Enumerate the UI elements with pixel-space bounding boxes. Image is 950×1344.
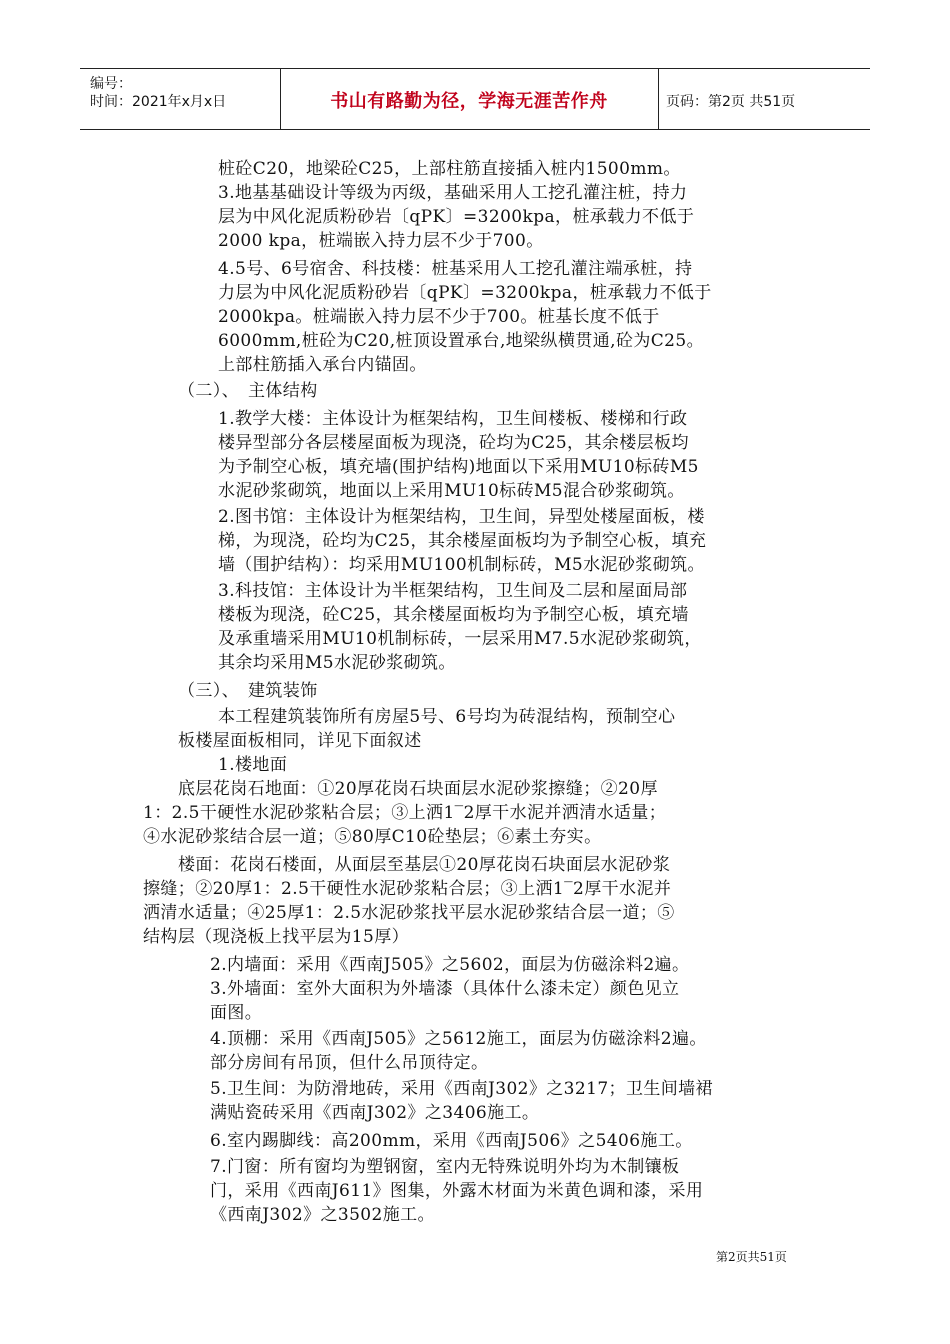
body-line: 1：2.5干硬性水泥砂浆粘合层；③上洒1‾2厚干水泥并洒清水适量； (143, 803, 667, 823)
header-page-cell (658, 69, 870, 129)
body-line: 门，采用《西南J611》图集，外露木材面为米黄色调和漆，采用 (210, 1181, 704, 1201)
body-line: 楼面：花岗石楼面，从面层至基层①20厚花岗石块面层水泥砂浆 (178, 855, 671, 875)
body-line: 《西南J302》之3502施工。 (210, 1205, 435, 1225)
body-line: 1.楼地面 (218, 755, 288, 775)
body-line: 6.室内踢脚线：高200mm，采用《西南J506》之5406施工。 (210, 1131, 693, 1151)
body-line: 为予制空心板，填充墙(围护结构)地面以下采用MU10标砖M5 (218, 457, 699, 477)
body-line: 擦缝；②20厚1：2.5干硬性水泥砂浆粘合层；③上洒1‾2厚干水泥并 (143, 879, 672, 899)
header-info-cell (80, 69, 281, 129)
body-line: 梯，为现浇，砼均为C25，其余楼屋面板均为予制空心板，填充 (218, 531, 707, 551)
body-line: 及承重墙采用MU10机制标砖，一层采用M7.5水泥砂浆砌筑， (218, 629, 702, 649)
header-motto: 书山有路勤为径，学海无涯苦作舟 (330, 91, 608, 112)
header-page-code: 页码：第2页 共51页 (666, 94, 796, 110)
body-line: 水泥砂浆砌筑，地面以上采用MU10标砖M5混合砂浆砌筑。 (218, 481, 685, 501)
body-line: 面图。 (210, 1003, 263, 1023)
section-heading: （二）、 主体结构 (178, 381, 318, 401)
body-line: 楼异型部分各层楼屋面板为现浇，砼均为C25，其余楼层板均 (218, 433, 689, 453)
body-line: 2.内墙面：采用《西南J505》之5602，面层为仿磁涂料2遍。 (210, 955, 690, 975)
body-line: 结构层（现浇板上找平层为15厚） (143, 927, 410, 947)
page-footer: 第2页共51页 (716, 1250, 787, 1264)
doc-time-label: 时间：2021年x月x日 (90, 94, 227, 110)
body-line: 上部柱筋插入承台内锚固。 (218, 355, 427, 375)
body-line: 7.门窗：所有窗均为塑钢窗，室内无特殊说明外均为木制镶板 (210, 1157, 680, 1177)
body-line: 4.顶棚：采用《西南J505》之5612施工，面层为仿磁涂料2遍。 (210, 1029, 707, 1049)
body-line: 底层花岗石地面：①20厚花岗石块面层水泥砂浆擦缝；②20厚 (178, 779, 658, 799)
doc-number-label: 编号： (90, 76, 132, 92)
body-line: 1.教学大楼：主体设计为框架结构，卫生间楼板、楼梯和行政 (218, 409, 688, 429)
section-heading: （三）、 建筑装饰 (178, 681, 318, 701)
body-line: 满贴瓷砖采用《西南J302》之3406施工。 (210, 1103, 540, 1123)
body-line: 4.5号、6号宿舍、科技楼：桩基采用人工挖孔灌注端承桩，持 (218, 259, 693, 279)
body-line: 部分房间有吊顶，但什么吊顶待定。 (210, 1053, 489, 1073)
body-line: 其余均采用M5水泥砂浆砌筑。 (218, 653, 456, 673)
body-line: 5.卫生间：为防滑地砖，采用《西南J302》之3217；卫生间墙裙 (210, 1079, 713, 1099)
body-line: 力层为中风化泥质粉砂岩〔qPK〕=3200kpa，桩承载力不低于 (218, 283, 712, 303)
body-line: 2.图书馆：主体设计为框架结构，卫生间，异型处楼屋面板，楼 (218, 507, 705, 527)
body-line: 6000mm,桩砼为C20,桩顶设置承台,地梁纵横贯通,砼为C25。 (218, 331, 704, 351)
body-line: 板楼屋面板相同，详见下面叙述 (178, 731, 422, 751)
page-header (80, 68, 870, 130)
body-line: 本工程建筑装饰所有房屋5号、6号均为砖混结构，预制空心 (218, 707, 676, 727)
body-line: 桩砼C20，地梁砼C25，上部柱筋直接插入桩内1500mm。 (218, 159, 681, 179)
body-line: 楼板为现浇，砼C25，其余楼屋面板均为予制空心板，填充墙 (218, 605, 689, 625)
header-motto-cell (280, 69, 659, 129)
body-line: 3.外墙面：室外大面积为外墙漆（具体什么漆未定）颜色见立 (210, 979, 680, 999)
body-line: 2000kpa。桩端嵌入持力层不少于700。桩基长度不低于 (218, 307, 660, 327)
body-line: 墙（围护结构）：均采用MU100机制标砖，M5水泥砂浆砌筑。 (218, 555, 705, 575)
body-line: 洒清水适量；④25厚1：2.5水泥砂浆找平层水泥砂浆结合层一道；⑤ (143, 903, 675, 923)
body-line: 3.地基基础设计等级为丙级，基础采用人工挖孔灌注桩，持力 (218, 183, 688, 203)
body-line: 3.科技馆：主体设计为半框架结构，卫生间及二层和屋面局部 (218, 581, 688, 601)
body-line: 2000 kpa，桩端嵌入持力层不少于700。 (218, 231, 544, 251)
body-line: ④水泥砂浆结合层一道；⑤80厚C10砼垫层；⑥素土夯实。 (143, 827, 602, 847)
body-line: 层为中风化泥质粉砂岩〔qPK〕=3200kpa，桩承载力不低于 (218, 207, 695, 227)
